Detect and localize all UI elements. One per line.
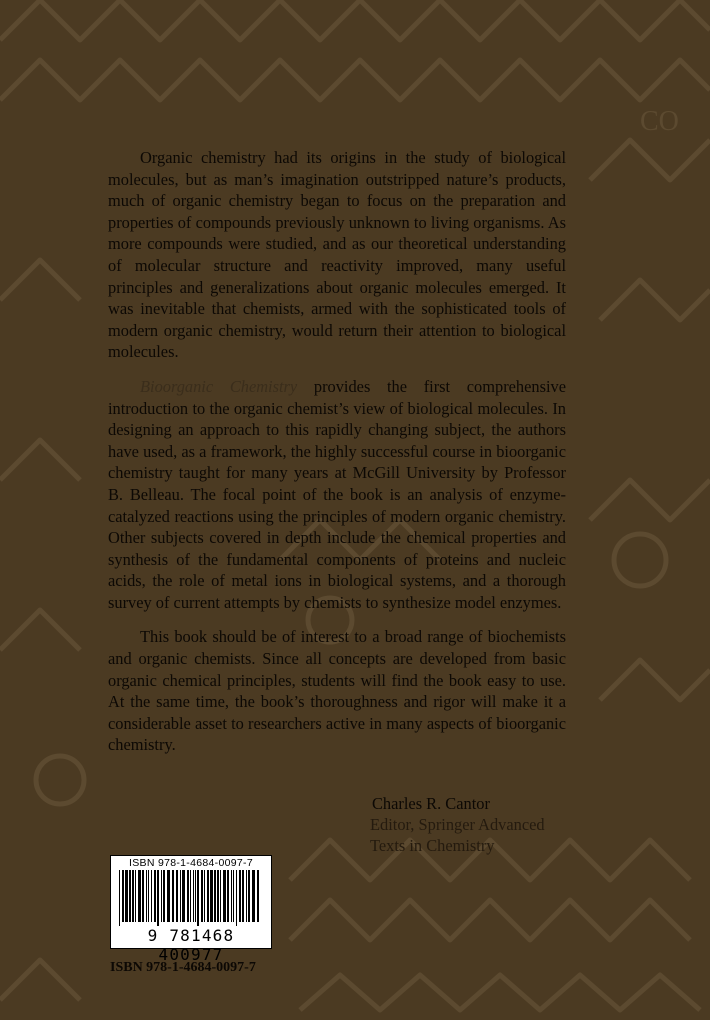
barcode-bar	[246, 870, 247, 922]
barcode-bar	[195, 870, 196, 922]
barcode-isbn-label: ISBN 978-1-4684-0097-7	[129, 857, 253, 869]
description-paragraph-1: Organic chemistry had its origins in the study of biological molecules, but as man’s imagination outstripped nature’s products, much of organic chemistry began to focus on the preparation and properties of compounds previously unknown to living organisms. As more compounds were studied, and as our theoretical understanding of molecular structure and reactivity improved, many useful principles and generalizations about organic molecules emerged. It was inevitable that chemists, armed with the sophisticated tools of modern organic chemistry, would return their attention to biological molecules.	[108, 148, 566, 362]
barcode-bar	[122, 870, 124, 922]
barcode-bar	[163, 870, 165, 922]
editor-role-line-1: Editor, Springer Advanced	[370, 815, 545, 834]
barcode-bar	[135, 870, 136, 922]
barcode-bar	[182, 870, 185, 922]
barcode-bar	[239, 870, 241, 922]
barcode-bar	[119, 870, 120, 926]
barcode-bar	[210, 870, 213, 922]
barcode-bar	[204, 870, 205, 922]
barcode-bar	[193, 870, 194, 922]
barcode-bar	[148, 870, 149, 922]
barcode-bar	[227, 870, 229, 922]
back-cover-description	[108, 147, 566, 769]
description-paragraph-3: This book should be of interest to a broad range of biochemists and organic chemists. Since all concepts are developed from basic organic chemical principles, students will find the book easy to use. At the same time, the book’s thoroughness and rigor will make it a considerable asset to researchers active in many aspects of bioorganic chemistry.	[108, 627, 566, 755]
barcode-bar	[207, 870, 209, 922]
barcode-bar	[172, 870, 174, 922]
barcode-bar	[214, 870, 216, 922]
barcode-bar	[129, 870, 131, 922]
editor-name: Charles R. Cantor	[372, 794, 490, 813]
editor-signature	[370, 793, 590, 856]
barcode-bar	[176, 870, 178, 922]
book-title-italic: Bioorganic Chemistry	[140, 376, 298, 396]
barcode-bar	[180, 870, 181, 922]
description-paragraph-2: Bioorganic Chemistry provides the first comprehensive introduction to the organic chemist’s view of biological molecules. In designing an approach to this rapidly changing subject, the authors have used, as a framework, the highly successful course in bioorganic chemistry taught for many years at McGill University by Professor B. Belleau. The focal point of the book is an analysis of enzyme-catalyzed reactions using the principles of modern organic chemistry. Other subjects covered in depth include the chemical properties and synthesis of the fundamental components of proteins and nucleic acids, the role of metal ions in biological systems, and a thorough survey of current attempts by chemists to synthesize model enzymes.	[108, 376, 566, 612]
barcode-bar	[223, 870, 226, 922]
barcode-bar	[167, 870, 170, 922]
barcode-bar	[201, 870, 203, 922]
barcode-bar	[233, 870, 234, 922]
barcode-bar	[146, 870, 147, 922]
barcode-bar	[157, 870, 159, 926]
barcode-bar	[190, 870, 191, 922]
barcode-bar	[132, 870, 134, 922]
barcode-bar	[142, 870, 144, 922]
barcode-bar	[217, 870, 219, 922]
barcode-digits: 9 781468 400977	[147, 926, 235, 964]
barcode-bar	[154, 870, 156, 922]
barcode-bar	[197, 870, 199, 926]
barcode-bar	[231, 870, 232, 922]
barcode-bar	[257, 870, 259, 922]
barcode-bar	[220, 870, 221, 922]
isbn-barcode	[110, 855, 272, 964]
barcode-bar	[252, 870, 255, 922]
barcode-bar	[151, 870, 152, 922]
barcode-bar	[187, 870, 189, 922]
barcode-bar	[236, 870, 237, 926]
barcode-bars	[119, 870, 263, 926]
barcode-bar	[248, 870, 250, 922]
decor-formula: CO	[640, 106, 679, 137]
barcode-bar	[242, 870, 244, 922]
editor-role-line-2: Texts in Chemistry	[370, 836, 495, 855]
isbn-text: ISBN 978-1-4684-0097-7	[110, 960, 256, 975]
barcode-bar	[138, 870, 141, 922]
barcode-bar	[125, 870, 128, 922]
barcode-bar	[161, 870, 162, 922]
